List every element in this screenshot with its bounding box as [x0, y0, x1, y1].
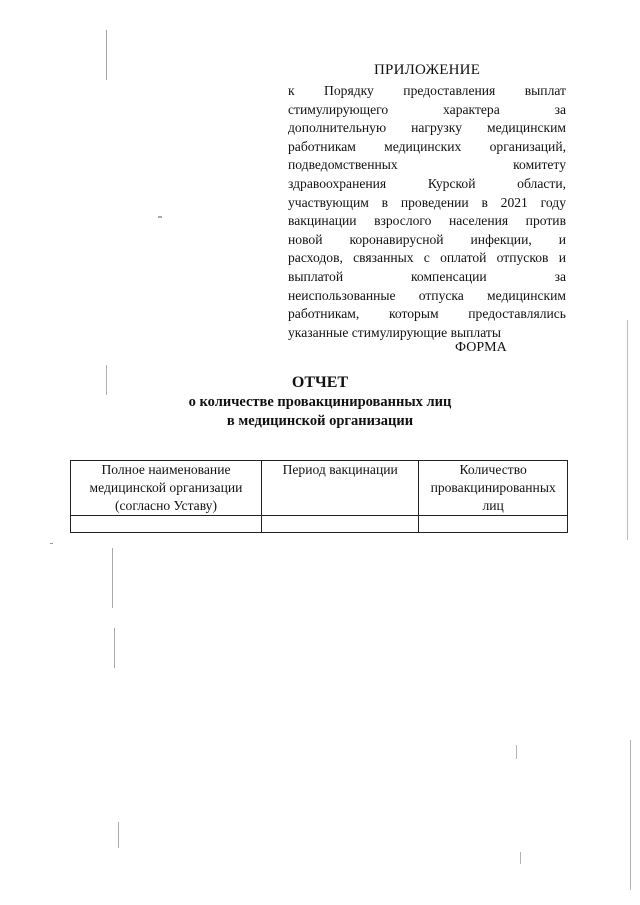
scan-artifact [50, 543, 53, 544]
report-subtitle: о количестве провакцинированных лиц [188, 394, 452, 410]
column-header-organization: Полное наименование медицинской организации (согласно Уставу) [71, 461, 262, 516]
scan-artifact [158, 216, 162, 218]
appendix-line: здравоохранения Курской области, [288, 175, 566, 191]
appendix-line: неиспользованные отпуска медицинским [288, 287, 566, 303]
scan-artifact [118, 822, 119, 848]
column-header-count: Количество провакцинированных лиц [419, 461, 568, 516]
scan-artifact [627, 320, 628, 540]
scan-artifact [106, 30, 107, 80]
appendix-line: участвующим в проведении в 2021 году [288, 194, 566, 210]
column-header-period: Период вакцинации [261, 461, 418, 516]
scan-artifact [520, 852, 521, 864]
table-cell[interactable] [71, 516, 262, 533]
appendix-line: дополнительную нагрузку медицинским [288, 120, 566, 136]
appendix-line: новой коронавирусной инфекции, и [288, 231, 566, 247]
report-title: ОТЧЕТ [291, 374, 349, 391]
scan-artifact [114, 628, 115, 668]
table-header-row [71, 461, 568, 516]
appendix-line: вакцинации взрослого населения против [288, 213, 566, 229]
table-cell[interactable] [419, 516, 568, 533]
appendix-line: стимулирующего характера за [288, 101, 566, 117]
appendix-line: указанные стимулирующие выплаты [288, 324, 501, 340]
scan-artifact [516, 745, 517, 759]
table-row [71, 516, 568, 533]
report-table [70, 460, 568, 533]
appendix-line: к Порядку предоставления выплат [288, 83, 566, 98]
scan-artifact [106, 365, 107, 395]
scan-artifact [112, 548, 113, 608]
appendix-title: ПРИЛОЖЕНИЕ [374, 62, 481, 78]
report-subtitle: в медицинской организации [226, 413, 414, 429]
appendix-line: выплатой компенсации за [288, 268, 566, 284]
scan-artifact [630, 740, 631, 890]
appendix-text [288, 82, 566, 342]
appendix-line: работникам медицинских организаций, [288, 138, 566, 154]
appendix-line: подведомственных комитету [288, 157, 566, 173]
appendix-line: работникам, которым предоставлялись [288, 306, 566, 322]
form-label: ФОРМА [455, 340, 507, 355]
table-cell[interactable] [261, 516, 418, 533]
appendix-line: расходов, связанных с оплатой отпусков и [288, 250, 566, 266]
report-heading [60, 372, 580, 431]
